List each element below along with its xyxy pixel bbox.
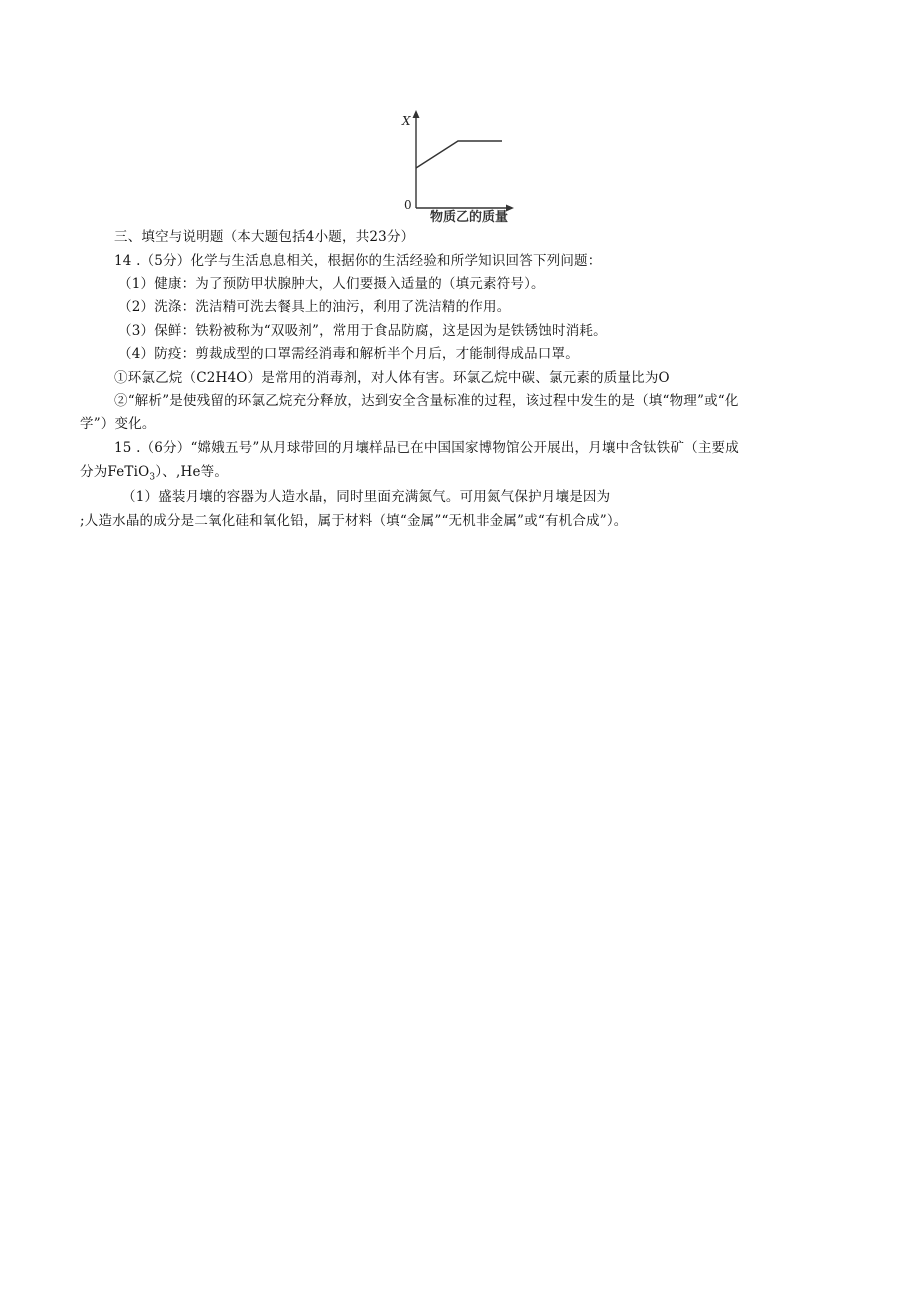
graph-curve xyxy=(416,141,502,168)
question-14-part-4-b-cont: 学”）变化。 xyxy=(80,416,156,432)
question-15-formula-line xyxy=(80,462,228,488)
question-14-part-1: （1）健康：为了预防甲状腺肿大，人们要摄入适量的（填元素符号）。 xyxy=(118,276,545,292)
question-14-part-4-b: ②“解析”是使残留的环氯乙烷充分释放，达到安全含量标准的过程，该过程中发生的是（填“物理”或“化 xyxy=(114,393,739,409)
x-axis-label: 物质乙的质量 xyxy=(430,210,509,225)
y-axis-arrow xyxy=(413,110,420,118)
section-heading: 三、填空与说明题（本大题包括4小题，共23分） xyxy=(114,229,415,245)
question-15-part-1: （1）盛装月壤的容器为人造水晶，同时里面充满氮气。可用氮气保护月壤是因为 xyxy=(122,489,611,505)
question-14-part-4: （4）防疫：剪裁成型的口罩需经消毒和解析半个月后，才能制得成品口罩。 xyxy=(118,346,579,362)
formula-prefix: 分为FeTiO xyxy=(80,464,150,480)
origin-label: 0 xyxy=(404,198,412,212)
question-15-part-1-cont: ;人造水晶的成分是二氧化硅和氧化铅，属于材料（填“金属”“无机非金属”或“有机合成”）。 xyxy=(80,513,628,529)
question-15-stem: 15 .（6分）“嫦娥五号”从月球带回的月壤样品已在中国国家博物馆公开展出，月壤中含钛铁矿（主要成 xyxy=(114,440,739,456)
question-14-part-3: （3）保鲜：铁粉被称为“双吸剂”，常用于食品防腐，这是因为是铁锈蚀时消耗。 xyxy=(118,323,607,339)
question-14-stem: 14 .（5分）化学与生活息息相关，根据你的生活经验和所学知识回答下列问题： xyxy=(114,253,602,269)
formula-subscript: 3 xyxy=(149,472,156,483)
y-axis-label: X xyxy=(402,114,411,128)
question-14-part-4-a: ①环氯乙烷（C2H4O）是常用的消毒剂，对人体有害。环氯乙烷中碳、氯元素的质量比为O xyxy=(114,370,670,386)
graph-figure xyxy=(398,108,538,228)
formula-suffix: ）、,He等。 xyxy=(155,464,229,480)
question-14-part-2: （2）洗涤：洗洁精可洗去餐具上的油污，利用了洗洁精的作用。 xyxy=(118,299,511,315)
